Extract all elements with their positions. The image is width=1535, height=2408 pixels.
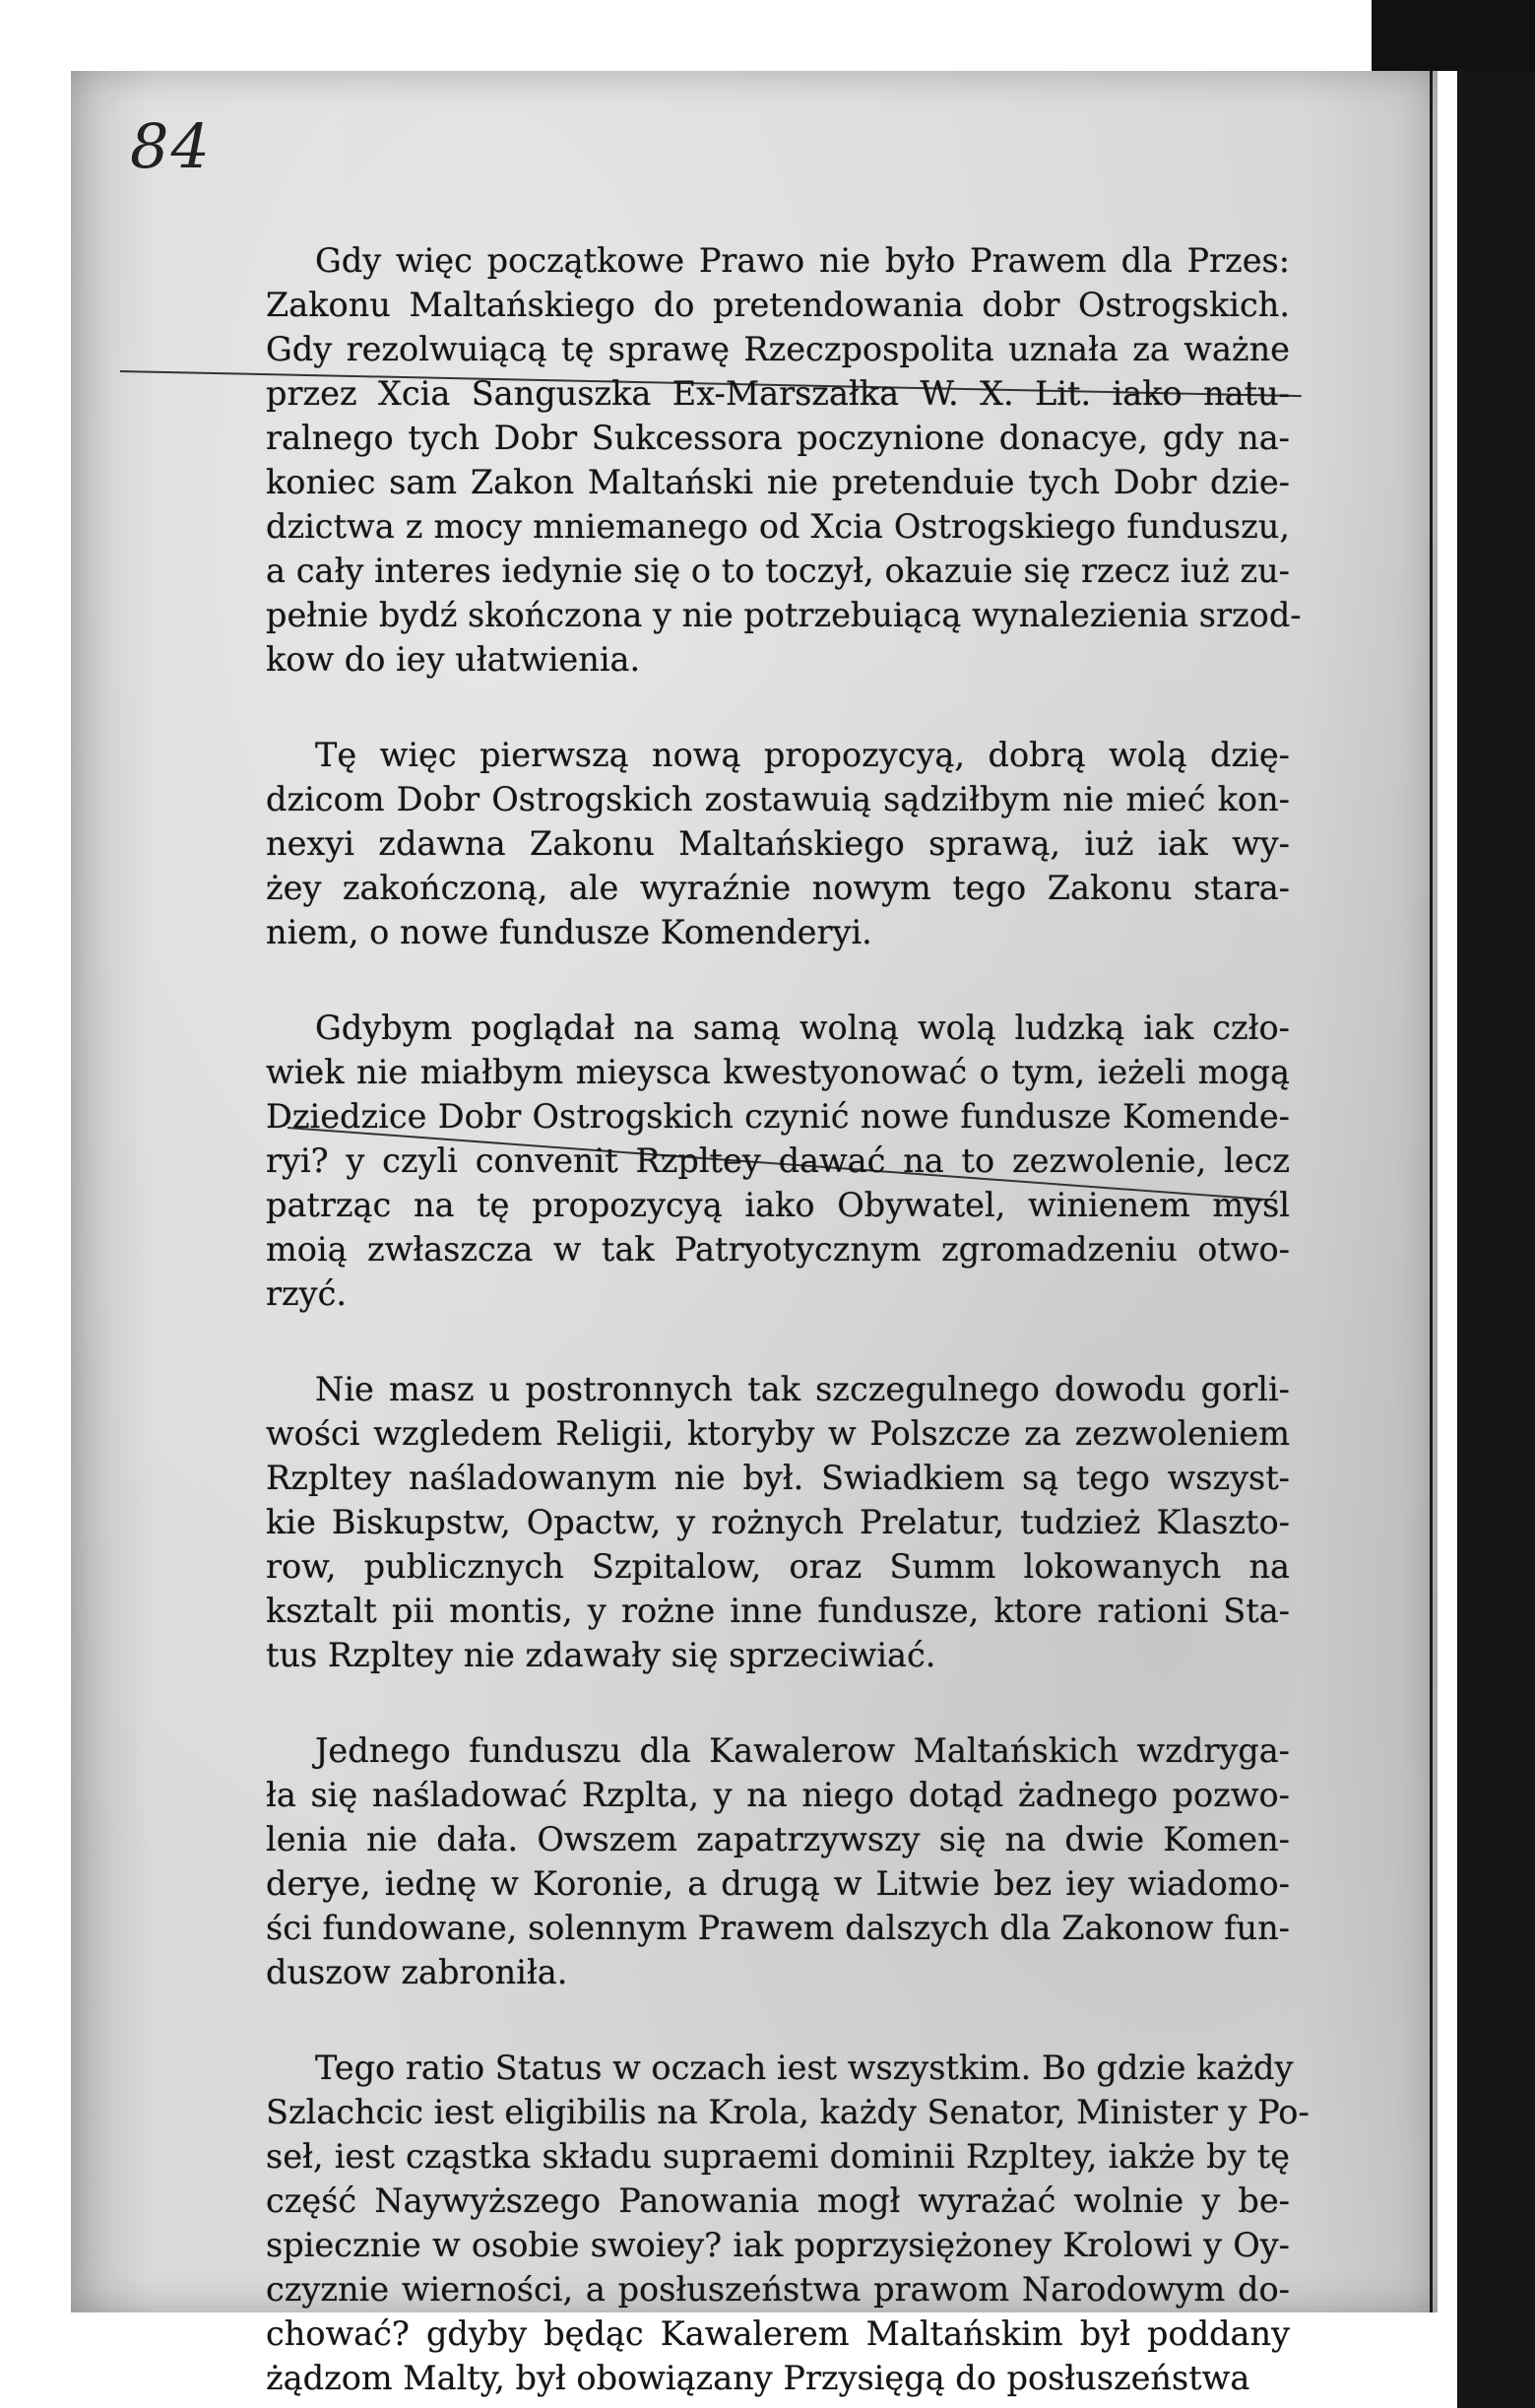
- text-line: Szlachcic iest eligibilis na Krola, każdy Senator, Minister y Po-: [266, 2093, 1310, 2131]
- text-line: moią zwłaszcza w tak Patryotycznym zgromadzeniu otwo-: [266, 1230, 1290, 1269]
- text-line: nexyi zdawna Zakonu Maltańskiego sprawą, iuż iak wy-: [266, 824, 1290, 863]
- text-line: część Naywyższego Panowania mogł wyrażać wolnie y be-: [266, 2181, 1290, 2220]
- text-line: Dziedzice Dobr Ostrogskich czynić nowe fundusze Komende-: [266, 1097, 1290, 1136]
- text-line: row, publicznych Szpitalow, oraz Summ lokowanych na: [266, 1547, 1290, 1586]
- text-line: seł, iest cząstka składu supraemi dominii Rzpltey, iakże by tę: [266, 2137, 1290, 2176]
- paragraph: [217, 1728, 1290, 1994]
- document-page: [71, 71, 1438, 2397]
- text-line: Gdybym poglądał na samą wolną wolą ludzką iak czło-: [315, 1009, 1290, 1047]
- text-line: Zakonu Maltańskiego do pretendowania dobr Ostrogskich.: [266, 286, 1290, 324]
- text-line: a cały interes iedynie się o to toczył, okazuie się rzecz iuż zu-: [266, 552, 1290, 590]
- text-line: koniec sam Zakon Maltański nie pretenduie tych Dobr dzie-: [266, 463, 1290, 501]
- document-text: [217, 238, 1310, 2408]
- text-line: Gdy więc początkowe Prawo nie było Prawem dla Przes:: [315, 241, 1290, 280]
- text-line: Gdy rezolwuiącą tę sprawę Rzeczpospolita uznała za ważne: [266, 330, 1290, 368]
- paragraph: [217, 1006, 1290, 1316]
- text-line: Tę więc pierwszą nową propozycyą, dobrą wolą dzię-: [315, 736, 1290, 774]
- text-line: lenia nie dała. Owszem zapatrzywszy się na dwie Komen-: [266, 1820, 1290, 1858]
- text-line: dzictwa z mocy mniemanego od Xcia Ostrogskiego funduszu,: [266, 507, 1290, 546]
- text-line: ralnego tych Dobr Sukcessora poczynione donacye, gdy na-: [266, 419, 1290, 457]
- text-line: Nie masz u postronnych tak szczegulnego dowodu gorli-: [315, 1370, 1290, 1408]
- text-line: ści fundowane, solennym Prawem dalszych dla Zakonow fun-: [266, 1909, 1290, 1947]
- text-line: Rzpltey naśladowanym nie był. Swiadkiem są tego wszyst-: [266, 1459, 1290, 1497]
- text-line: niem, o nowe fundusze Komenderyi.: [266, 913, 872, 951]
- text-line: czyznie wierności, a posłuszeństwa prawom Narodowym do-: [266, 2270, 1290, 2309]
- text-line: chować? gdyby będąc Kawalerem Maltańskim był poddany: [266, 2314, 1290, 2353]
- text-line: dzicom Dobr Ostrogskich zostawuią sądziłbym nie mieć kon-: [266, 780, 1290, 818]
- text-line: wiek nie miałbym mieysca kwestyonować o tym, ieżeli mogą: [266, 1053, 1290, 1091]
- paragraph: [217, 1367, 1290, 1677]
- page-number: 84: [130, 110, 212, 182]
- text-line: przez Xcia Sanguszka Ex-Marszałka W. X. Lit. iako natu-: [266, 374, 1290, 413]
- text-line: spiecznie w osobie swoiey? iak poprzysiężoney Krolowi y Oy-: [266, 2226, 1290, 2264]
- fold-line: [1430, 71, 1433, 2312]
- paragraph: [217, 2046, 1310, 2400]
- paragraph: [217, 733, 1290, 954]
- text-line: Tego ratio Status w oczach iest wszystkim. Bo gdzie każdy: [315, 2049, 1294, 2087]
- text-line: tus Rzpltey nie zdawały się sprzeciwiać.: [266, 1636, 936, 1674]
- text-line: ła się naśladować Rzplta, y na niego dotąd żadnego pozwo-: [266, 1776, 1290, 1814]
- text-line: rzyć.: [266, 1274, 347, 1313]
- text-line: derye, iednę w Koronie, a drugą w Litwie bez iey wiadomo-: [266, 1864, 1290, 1903]
- binding-edge: [1457, 71, 1535, 2408]
- text-line: wości wzgledem Religii, ktoryby w Polszcze za zezwoleniem: [266, 1414, 1290, 1453]
- text-line: patrząc na tę propozycyą iako Obywatel, winienem myśl: [266, 1186, 1290, 1224]
- text-line: żey zakończoną, ale wyraźnie nowym tego Zakonu stara-: [266, 869, 1290, 907]
- paragraph: [217, 238, 1302, 682]
- text-line: kie Biskupstw, Opactw, y rożnych Prelatur, tudzież Klaszto-: [266, 1503, 1290, 1541]
- text-line: ksztalt pii montis, y rożne inne fundusze, ktore rationi Sta-: [266, 1592, 1290, 1630]
- text-line: Jednego funduszu dla Kawalerow Maltańskich wzdryga-: [315, 1731, 1290, 1770]
- text-line: żądzom Malty, był obowiązany Przysięgą do posłuszeństwa: [266, 2359, 1250, 2397]
- text-line: duszow zabroniła.: [266, 1953, 568, 1991]
- text-line: kow do iey ułatwienia.: [266, 640, 641, 679]
- text-line: pełnie bydź skończona y nie potrzebuiącą wynalezienia srzod-: [266, 596, 1302, 634]
- text-line: ryi? y czyli convenit Rzpltey dawać na to zezwolenie, lecz: [266, 1141, 1290, 1180]
- binding-shadow: [1372, 0, 1535, 71]
